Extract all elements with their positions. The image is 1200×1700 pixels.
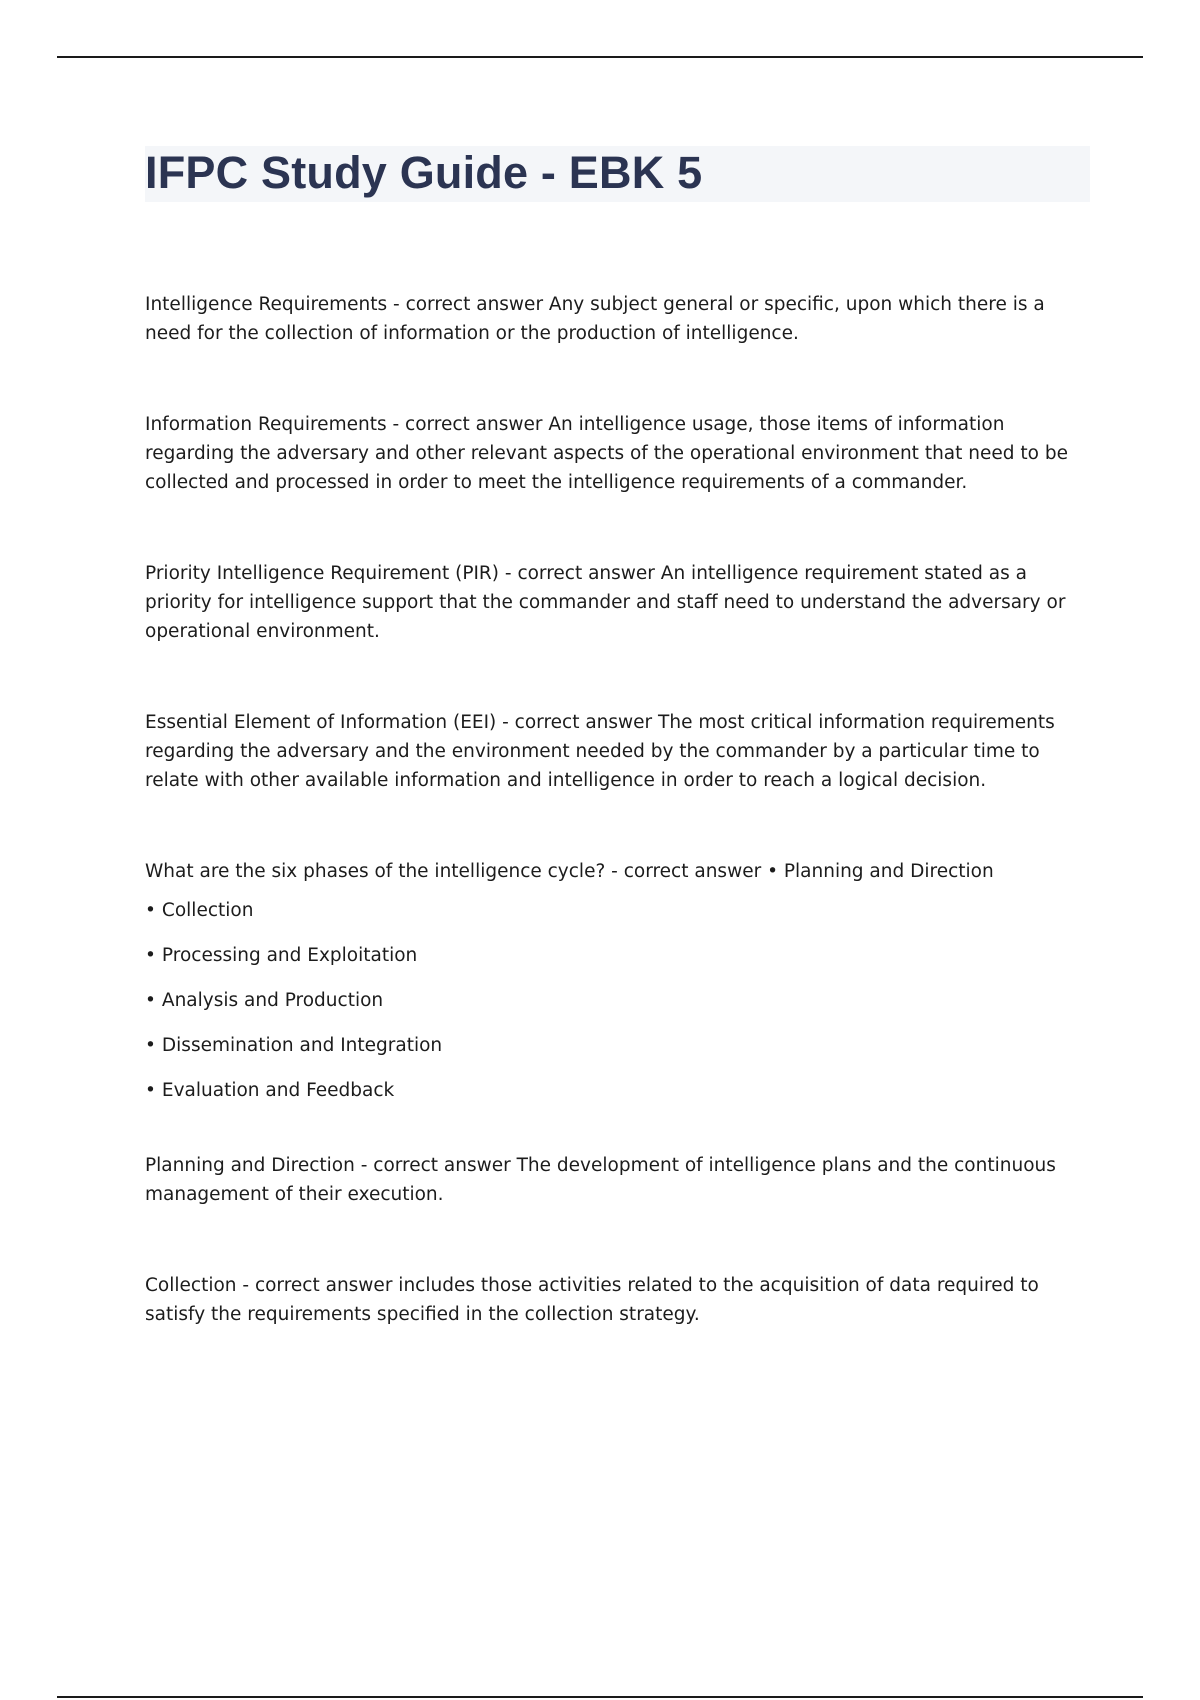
phase-label: Dissemination and Integration xyxy=(161,1035,443,1056)
qa-entry xyxy=(145,410,1080,497)
entry-text: What are the six phases of the intelligence cycle? - correct answer • Planning and Direction xyxy=(145,861,994,882)
page-title: IFPC Study Guide - EBK 5 xyxy=(145,147,703,198)
entry-text: Information Requirements - correct answer An intelligence usage, those items of information regarding the adversary and other relevant aspects of the operational environment that need to be collected and processed in order to meet the intelligence requirements of a commander. xyxy=(145,414,1068,493)
document-body xyxy=(145,290,1080,1391)
phase-list xyxy=(145,896,1080,1105)
qa-entry-phases xyxy=(145,857,1080,1105)
list-item xyxy=(145,1076,1080,1105)
list-item xyxy=(145,986,1080,1015)
list-item xyxy=(145,1031,1080,1060)
header-rule xyxy=(57,56,1143,58)
list-item xyxy=(145,896,1080,925)
qa-entry xyxy=(145,290,1080,348)
qa-entry xyxy=(145,559,1080,646)
entry-text: Collection - correct answer includes those activities related to the acquisition of data required to satisfy the requirements specified in the collection strategy. xyxy=(145,1275,1039,1325)
qa-entry xyxy=(145,1271,1080,1329)
entry-text: Essential Element of Information (EEI) - correct answer The most critical information requirements regarding the adversary and the environment needed by the commander by a particular time to relate with other available information and intelligence in order to reach a logical decision. xyxy=(145,712,1055,791)
entry-text: Intelligence Requirements - correct answer Any subject general or specific, upon which there is a need for the collection of information or the production of intelligence. xyxy=(145,294,1045,344)
phase-label: Analysis and Production xyxy=(161,990,384,1011)
footer-rule xyxy=(57,1696,1143,1698)
qa-entry xyxy=(145,1151,1080,1209)
entry-text: Planning and Direction - correct answer The development of intelligence plans and the continuous management of their execution. xyxy=(145,1155,1056,1205)
entry-text: Priority Intelligence Requirement (PIR) - correct answer An intelligence requirement stated as a priority for intelligence support that the commander and staff need to understand the adversary or operational environment. xyxy=(145,563,1066,642)
qa-entry xyxy=(145,708,1080,795)
phase-label: Processing and Exploitation xyxy=(161,945,418,966)
phase-label: Evaluation and Feedback xyxy=(161,1080,395,1101)
list-item xyxy=(145,941,1080,970)
phase-label: Collection xyxy=(161,900,254,921)
